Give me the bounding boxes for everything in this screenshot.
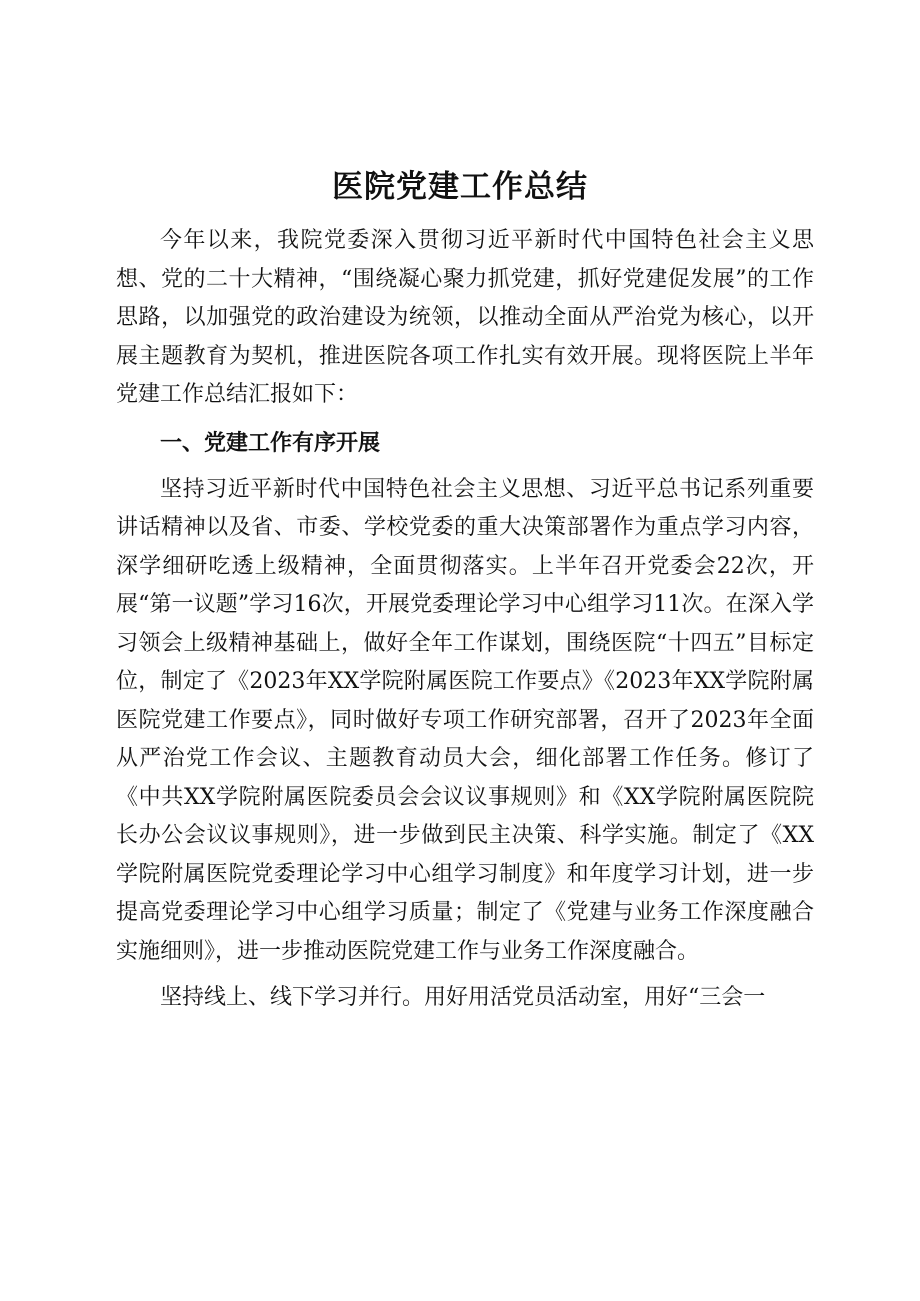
document-title: 医院党建工作总结 [332,169,588,205]
section1-paragraph-2: 坚持线上、线下学习并行。用好用活党员活动室，用好“三会一 [160,985,766,1010]
section-heading-1: 一、党建工作有序开展 [160,430,381,456]
section1-paragraph-1: 坚持习近平新时代中国特色社会主义思想、习近平总书记系列重要讲话精神以及省、市委、学校党委的重大决策部署作为重点学习内容，深学细研吃透上级精神，全面贯彻落实。上半年召开党委会22次，开展“第一议题”学习16次，开展党委理论学习中心组学习11次。在深入学习领会上级精神基础上，做好全年工作谋划，围绕医院“十四五”目标定位，制定了《2023年XX学院附属医院工作要点》《2023年XX学院附属医院党建工作要点》，同时做好专项工作研究部署，召开了2023年全面从严治党工作会议、主题教育动员大会，细化部署工作任务。修订了《中共XX学院附属医院委员会会议议事规则》和《XX学院附属医院院长办公会议议事规则》，进一步做到民主决策、科学实施。制定了《XX学院附属医院党委理论学习中心组学习制度》和年度学习计划，进一步提高党委理论学习中心组学习质量；制定了《党建与业务工作深度融合实施细则》，进一步推动医院党建工作与业务工作深度融合。 [116,476,814,964]
intro-paragraph: 今年以来，我院党委深入贯彻习近平新时代中国特色社会主义思想、党的二十大精神，“围绕凝心聚力抓党建，抓好党建促发展”的工作思路，以加强党的政治建设为统领，以推动全面从严治党为核心，以开展主题教育为契机，推进医院各项工作扎实有效开展。现将医院上半年党建工作总结汇报如下： [116,228,814,407]
document-body [116,222,814,1018]
